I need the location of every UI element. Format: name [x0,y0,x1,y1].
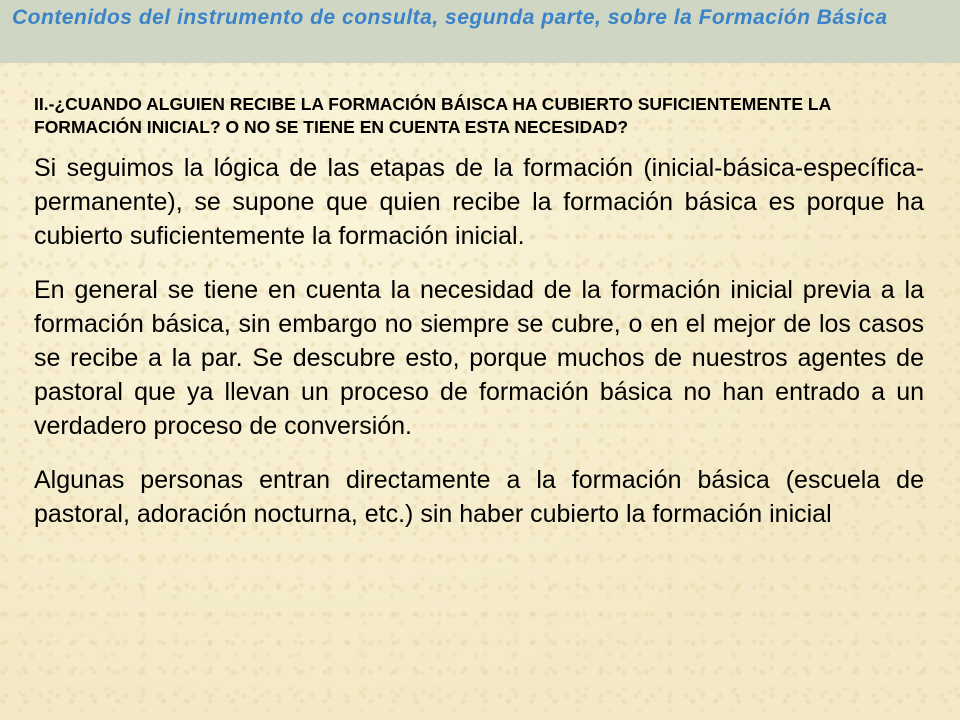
slide-title: Contenidos del instrumento de consulta, segunda parte, sobre la Formación Básica [12,6,888,29]
slide-content [34,93,924,531]
paragraph-1: Si seguimos la lógica de las etapas de la formación (inicial-básica-específica-permanente), se supone que quien recibe la formación básica es porque ha cubierto suficientemente la formación inicial. [34,154,924,250]
paragraph-3: Algunas personas entran directamente a la formación básica (escuela de pastoral, adoración nocturna, etc.) sin haber cubierto la formación inicial [34,466,924,528]
question-heading: II.-¿CUANDO ALGUIEN RECIBE LA FORMACIÓN BÁISCA HA CUBIERTO SUFICIENTEMENTE LA FORMACIÓN INICIAL? O NO SE TIENE EN CUENTA ESTA NECESIDAD? [34,94,831,137]
paragraph-2: En general se tiene en cuenta la necesidad de la formación inicial previa a la formación básica, sin embargo no siempre se cubre, o en el mejor de los casos se recibe a la par. Se descubre esto, porque muchos de nuestros agentes de pastoral que ya llevan un proceso de formación básica no han entrado a un verdadero proceso de conversión. [34,276,924,440]
title-bar [0,0,960,63]
